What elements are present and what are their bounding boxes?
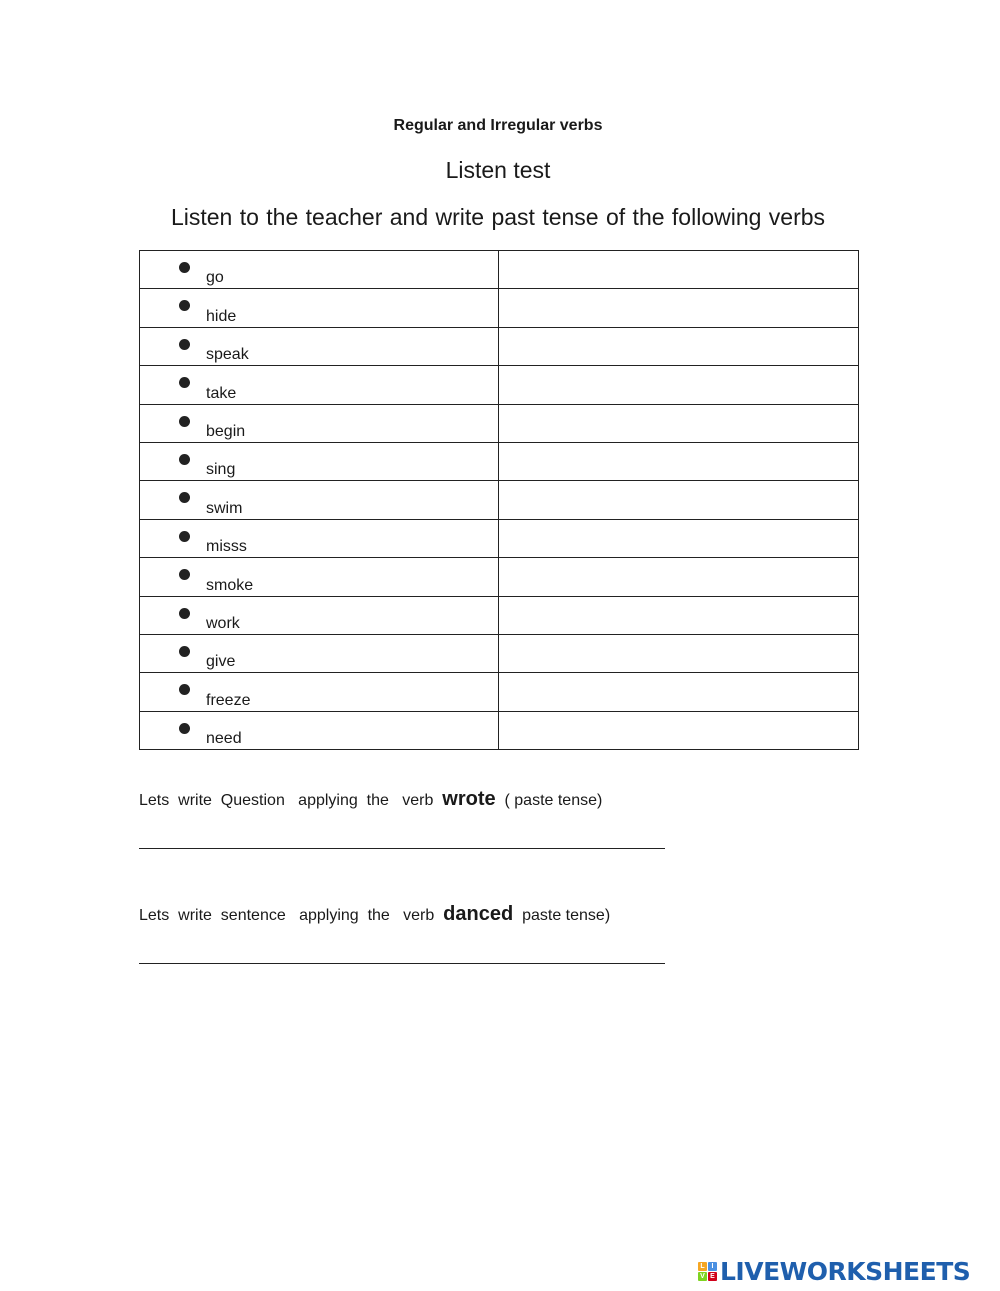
answer-cell[interactable] [499,519,859,557]
verb-label: go [206,269,224,287]
verb-label: smoke [206,576,254,594]
bullet-icon [179,723,190,734]
verb-cell [140,327,499,365]
verb-row [140,404,859,442]
answer-cell[interactable] [499,673,859,711]
verb-cell [140,519,499,557]
verb-cell [140,634,499,672]
question-prompt-suffix: ( paste tense) [495,792,603,809]
verb-label: begin [206,422,246,440]
sentence-prompt-suffix: paste tense) [513,907,611,924]
verb-row [140,327,859,365]
verb-label: misss [206,538,247,556]
question-prompt [139,788,602,811]
verb-table [139,250,859,750]
verb-row [140,596,859,634]
verb-cell [140,289,499,327]
verb-label: speak [206,346,249,364]
bullet-icon [179,684,190,695]
verb-row [140,442,859,480]
bullet-icon [179,608,190,619]
verb-label: work [206,614,240,632]
bullet-icon [179,377,190,388]
answer-cell[interactable] [499,289,859,327]
verb-row [140,634,859,672]
verb-cell [140,481,499,519]
verb-row [140,558,859,596]
sentence-verb: danced [443,903,514,925]
bullet-icon [179,416,190,427]
logo-mark-letter: V [698,1272,707,1281]
answer-cell[interactable] [499,634,859,672]
logo-mark-icon [698,1262,717,1281]
verb-row [140,481,859,519]
sentence-prompt-text: Lets write sentence applying the verb [139,907,444,924]
question-prompt-text: Lets write Question applying the verb [139,792,443,809]
verb-cell [140,711,499,749]
worksheet-subtitle: Listen test [445,157,551,183]
answer-cell[interactable] [499,404,859,442]
answer-cell[interactable] [499,711,859,749]
verb-row [140,673,859,711]
verb-label: need [206,730,242,748]
question-verb: wrote [442,788,496,810]
verb-row [140,519,859,557]
sentence-prompt [139,903,610,926]
verb-label: swim [206,499,243,517]
liveworksheets-logo [698,1257,970,1286]
verb-cell [140,366,499,404]
answer-cell[interactable] [499,596,859,634]
worksheet-title: Regular and Irregular verbs [393,117,603,134]
bullet-icon [179,339,190,350]
verb-row [140,711,859,749]
verb-cell [140,673,499,711]
sentence-answer-line[interactable] [139,963,665,964]
bullet-icon [179,531,190,542]
verb-label: hide [206,307,237,325]
bullet-icon [179,454,190,465]
verb-cell [140,596,499,634]
verb-row [140,366,859,404]
bullet-icon [179,300,190,311]
logo-mark-letter: I [708,1262,717,1271]
answer-cell[interactable] [499,327,859,365]
answer-cell[interactable] [499,558,859,596]
verb-cell [140,442,499,480]
logo-text: LIVEWORKSHEETS [720,1257,971,1286]
verb-label: take [206,384,237,402]
bullet-icon [179,492,190,503]
answer-cell[interactable] [499,481,859,519]
verb-cell [140,251,499,289]
verb-label: freeze [206,691,251,709]
bullet-icon [179,569,190,580]
logo-mark-letter: L [698,1262,707,1271]
answer-cell[interactable] [499,442,859,480]
answer-cell[interactable] [499,366,859,404]
verb-cell [140,404,499,442]
verb-row [140,289,859,327]
bullet-icon [179,262,190,273]
verb-cell [140,558,499,596]
verb-row [140,251,859,289]
answer-cell[interactable] [499,251,859,289]
verb-label: sing [206,461,236,479]
worksheet-instructions: Listen to the teacher and write past tense of the following verbs [170,204,826,230]
question-answer-line[interactable] [139,848,665,849]
verb-label: give [206,653,236,671]
logo-mark-letter: E [708,1272,717,1281]
bullet-icon [179,646,190,657]
